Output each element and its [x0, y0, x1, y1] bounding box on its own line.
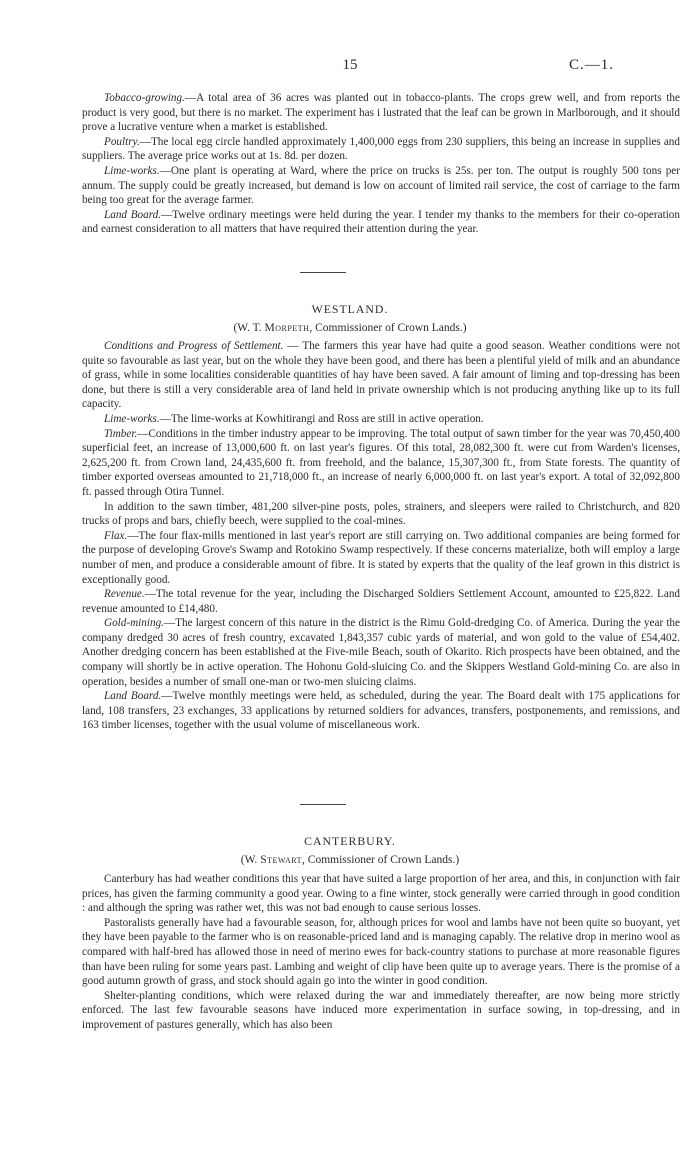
section-divider: [300, 804, 346, 805]
page-number: 15: [342, 57, 358, 73]
paragraph-body: —The four flax-mills mentioned in last year's report are still carrying on. Two additional companies are being formed for the purpose of developing Grove's Swamp and Rotokino Swamp respectively. If these concerns materialize, both will employ a large number of men, and produce a considerable amount of fibre. It is stated by experts that the quality of the leaf grown in this district is exceptionally good.: [82, 529, 680, 586]
paragraph: [82, 208, 680, 237]
paragraph-heading: Tobacco-growing.: [104, 92, 185, 104]
paragraph-body: —A total area of 36 acres was planted out in tobacco-plants. The crops grew well, and from reports the product is very good, but there is no market. The experiment has i lustrated that the leaf can be grown in Marlborough, and it should prove a lucrative venture when a market is established.: [82, 92, 680, 134]
paragraph: [82, 616, 680, 689]
paragraph: [82, 164, 680, 208]
paragraph-heading: Lime-works.: [104, 164, 160, 177]
westland-body: [82, 339, 680, 733]
paragraph-body: Shelter-planting conditions, which were relaxed during the war and immediately thereafter, are now being more strictly enforced. The last few favourable seasons have induced more experimentation in surface sowing, in top-dressing, and in improvement of pastures generally, which has also been: [82, 989, 680, 1031]
paragraph-body: —The largest concern of this nature in the district is the Rimu Gold-dredging Co. of America. During the year the company dredged 30 acres of fresh country, excavated 1,843,357 cubic yards of material, and won gold to the value of £54,402. Another dredging concern has been established at the Five-mile Beach, south of Okarito. Rich prospects have been obtained, and the company will shortly be in active operation. The Hohonu Gold-sluicing Co. and the Skippers Westland Gold-mining Co. are also in operation, besides a number of small one-man or two-men sluicing claims.: [82, 617, 680, 688]
paragraph-body: —Conditions in the timber industry appear to be improving. The total output of sawn timber for the year was 70,450,400 superficial feet, an increase of 13,000,600 ft. on last year's figures. Of this total, 28,082,300 ft. were cut from Warden's licenses, 2,625,200 ft. from Crown land, 24,435,600 ft. from freehold, and the balance, 15,307,300 ft., from State forests. The quantity of timber exported overseas amounted to 21,718,000 ft., an increase of nearly 6,000,000 ft. on last year's export. A total of 32,092,800 ft. passed through Otira Tunnel.: [82, 427, 680, 498]
section-subtitle-canterbury: (W. Stewart, Commissioner of Crown Lands.): [240, 854, 460, 866]
section-divider: [300, 272, 346, 273]
paragraph: [82, 872, 680, 916]
paragraph-heading: Lime-works.: [104, 412, 160, 425]
paragraph: [82, 529, 680, 587]
paragraph-body: —The lime-works at Kowhitirangi and Ross are still in active operation.: [159, 412, 484, 425]
paragraph: [82, 500, 680, 529]
paragraph: [82, 412, 680, 427]
paragraph-body: In addition to the sawn timber, 481,200 silver-pine posts, poles, strainers, and sleepers were railed to Christchurch, and 820 trucks of props and bars, chiefly beech, were supplied to the coal-mines.: [82, 500, 680, 528]
paragraph: [82, 135, 680, 164]
paragraph-body: —One plant is operating at Ward, where the price on trucks is 25s. per ton. The output is roughly 500 tons per annum. The supply could be greatly increased, but demand is low on account of limited rail service, the cost of carriage to the farm being too great for the average farmer.: [82, 164, 680, 207]
paragraph-body: — The farmers this year have had quite a good season. Weather conditions were not quite so favourable as last year, but on the whole they have been good, and there has been a plentiful yield of milk and an abundance of grass, while in some localities considerable quantities of hay have been saved. A fair amount of liming and top-dressing has been done, but there is still a very considerable area of land held in private ownership which is not producing anything like up to its full capacity.: [82, 340, 680, 411]
paragraph-body: —Twelve ordinary meetings were held during the year. I tender my thanks to the members for their co-operation and earnest consideration to all matters that have required their attention during the year.: [82, 208, 680, 236]
section-title-canterbury: CANTERBURY.: [304, 834, 396, 848]
paragraph-body: —The local egg circle handled approximately 1,400,000 eggs from 230 suppliers, this being an increase in supplies and suppliers. The average price works out at 1s. 8d. per dozen.: [82, 135, 680, 163]
paragraph: [82, 916, 680, 989]
paragraph: [82, 587, 680, 616]
paragraph: [82, 339, 680, 412]
paragraph-body: —Twelve monthly meetings were held, as scheduled, during the year. The Board dealt with 175 applications for land, 108 transfers, 23 exchanges, 33 applications by returned soldiers for advances, transfers, postponements, and remissions, and 163 timber licenses, together with the usual volume of miscellaneous work.: [82, 690, 680, 732]
paragraph-heading: Poultry.: [104, 135, 140, 148]
paragraph: [82, 989, 680, 1033]
paragraph: [82, 689, 680, 733]
section-subtitle-westland: (W. T. Morpeth, Commissioner of Crown Lands.): [233, 322, 467, 334]
paragraph-body: Canterbury has had weather conditions this year that have suited a large proportion of her area, and this, in conjunction with fair prices, has given the farming community a good year. Owing to a fine winter, stock generally were carried through in good condition : and although the spring was rather wet, this was not bad enough to cause serious losses.: [82, 873, 680, 915]
commissioner-name: Morpeth: [264, 322, 310, 334]
paragraph-body: Pastoralists generally have had a favourable season, for, although prices for wool and lambs have not been quite so buoyant, yet they have been payable to the farmer who is on reasonable-priced land and is managing capably. The relative drop in merino wool as compared with half-bred has allowed those in need of merino ewes for back-country stations to purchase at more reasonable figures than have been ruling for some years past. Lambing and weight of clip have been quite up to average years. There is the promise of a good autumn growth of grass, and stock should again go into the winter in good condition.: [82, 916, 680, 988]
paragraph: [82, 91, 680, 135]
paragraph-heading: Flax.: [104, 529, 128, 542]
section-title-westland: WESTLAND.: [311, 302, 389, 316]
paragraph-heading: Timber.: [104, 427, 138, 440]
paragraph-heading: Land Board.: [104, 208, 162, 221]
paragraph-heading: Gold-mining.: [104, 617, 164, 630]
paragraph: [82, 427, 680, 500]
commissioner-name: Stewart: [260, 854, 303, 866]
paragraph-heading: Land Board.: [104, 690, 162, 703]
paragraph-heading: Revenue.: [104, 588, 145, 601]
paragraph-body: —The total revenue for the year, including the Discharged Soldiers Settlement Account, amounted to £25,822. Land revenue amounted to £14,480.: [82, 588, 680, 615]
document-code: C.—1.: [568, 57, 614, 73]
canterbury-body: [82, 872, 680, 1033]
marlborough-continuation: [82, 91, 680, 237]
paragraph-heading: Conditions and Progress of Settlement.: [104, 340, 284, 352]
